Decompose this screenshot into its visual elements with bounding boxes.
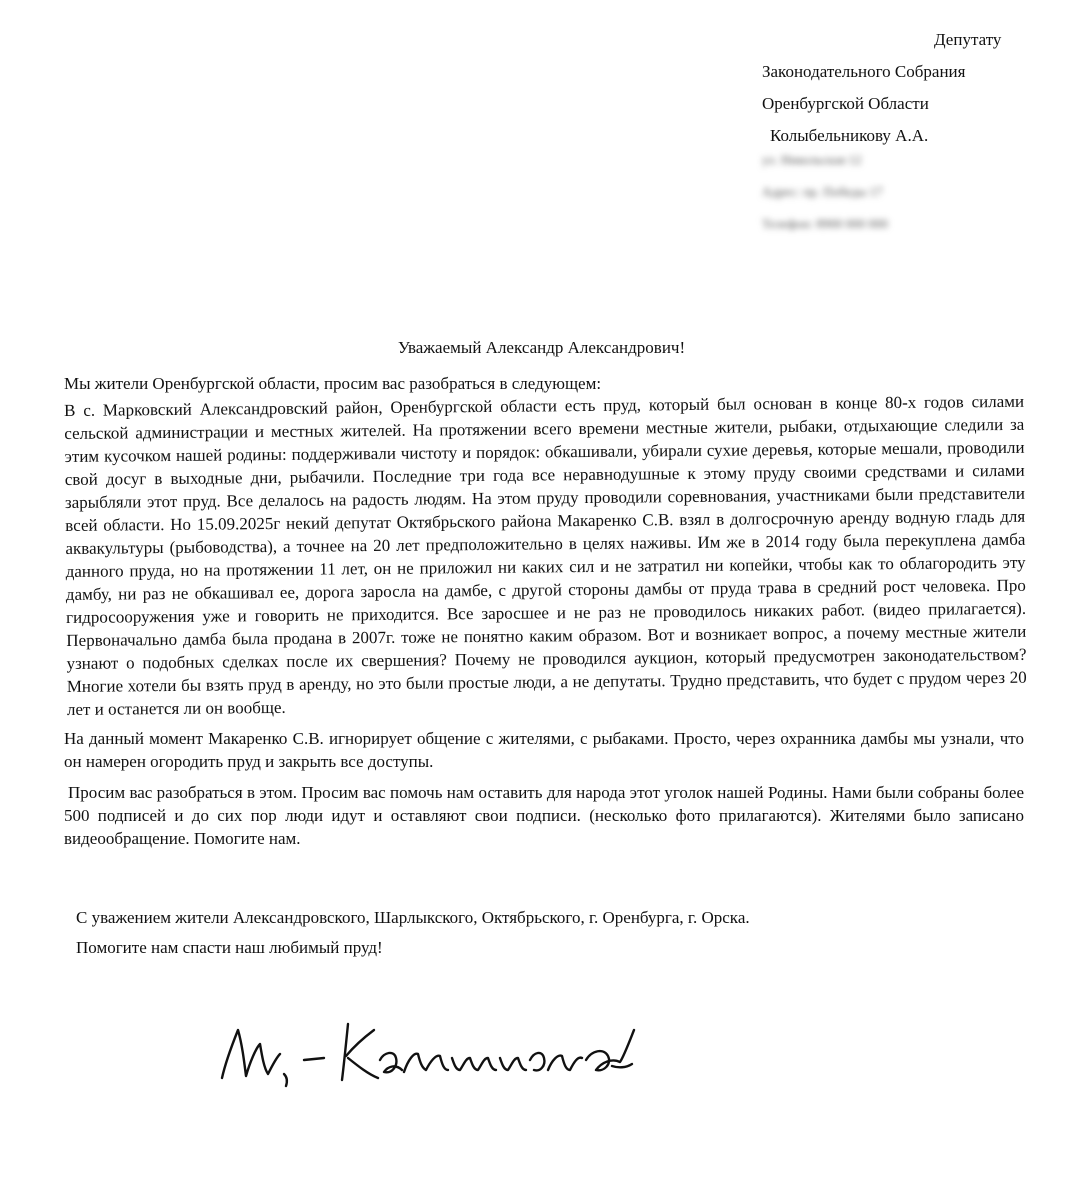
addressee-block xyxy=(762,24,1052,152)
main-paragraph: В с. Марковский Александровский район, Оренбургской области есть пруд, который был основан в конце 80-х годов силами сельской администрации и местных жителей. На протяжении всего времени местные жители, рыбаки, отдыхающие следили за этим кусочком нашей родины: поддерживали чистоту и порядок: обкашивали, убирали сухие деревья, которые мешали, проводили свой досуг в выходные дни, рыбачили. Последние три года все неравнодушные к этому пруду своими средствами и силами зарыбляли этот пруд. Все делалось на радость людям. На этом пруду проводили соревнования, участниками были представители всей области. Но 15.09.2025г некий депутат Октябрьского района Макаренко С.В. взял в долгосрочную аренду водную гладь для аквакультуры (рыбоводства), а точнее на 20 лет предположительно в целях наживы. Им же в 2014 году была перекуплена дамба данного пруда, но на протяжении 11 лет, он не приложил ни каких сил и не затратил ни копейки, чтобы как то облагородить эту дамбу, ни раз не обкашивал ее, дорога заросла на дамбе, с другой стороны дамбы от пруда трава в средний рост человека. Про гидросооружения уже и говорить не приходится. Все заросшее и не раз не проводилось никаких работ. (видео прилагается). Первоначально дамба была продана в 2007г. тоже не понятно каким образом. Вот и возникает вопрос, а почему местные жители узнают о подобных сделках после их свершения? Почему не проводился аукцион, который предусмотрен законодательством? Многие хотели бы взять пруд в аренду, но это были простые люди, а не депутаты. Трудно представить, что будет с прудом через 20 лет и останется ли он вообще. xyxy=(64,391,1027,719)
salutation xyxy=(0,338,1069,358)
intro-paragraph: Мы жители Оренбургской области, просим вас разобраться в следующем: xyxy=(64,374,602,393)
redacted-line-1: ул. Никольская 12 xyxy=(762,152,862,167)
request-paragraph: Просим вас разобраться в этом. Просим вас помочь нам оставить для народа этот уголок нашей Родины. Нами были собраны более 500 подписей и до сих пор люди идут и оставляют свои подписи. (несколько фото прилагаются). Жителями было записано видеообращение. Помогите нам. xyxy=(64,783,1024,848)
closing-regards: С уважением жители Александровского, Шарлыкского, Октябрьского, г. Оренбурга, г. Орска. xyxy=(76,908,750,927)
addressee-line-3: Оренбургской Области xyxy=(762,94,929,113)
addressee-line-4: Колыбельникову А.А. xyxy=(770,126,929,145)
redacted-line-3: Телефон: 8900 000 000 xyxy=(762,216,888,231)
redacted-sender-details xyxy=(762,144,992,240)
handwritten-signature xyxy=(208,1000,658,1110)
letter-body xyxy=(64,372,1027,856)
addressee-line-1: Депутату xyxy=(934,30,1002,49)
closing-block xyxy=(76,903,976,963)
current-situation-paragraph: На данный момент Макаренко С.В. игнорирует общение с жителями, с рыбаками. Просто, через охранника дамбы мы узнали, что он намерен огородить пруд и закрыть все доступы. xyxy=(64,729,1024,771)
salutation-text: Уважаемый Александр Александрович! xyxy=(397,338,686,357)
redacted-line-2: Адрес: пр. Победы 17 xyxy=(762,184,883,199)
signature-scribble xyxy=(208,1000,658,1110)
addressee-line-2: Законодательного Собрания xyxy=(762,62,966,81)
closing-plea: Помогите нам спасти наш любимый пруд! xyxy=(76,938,383,957)
